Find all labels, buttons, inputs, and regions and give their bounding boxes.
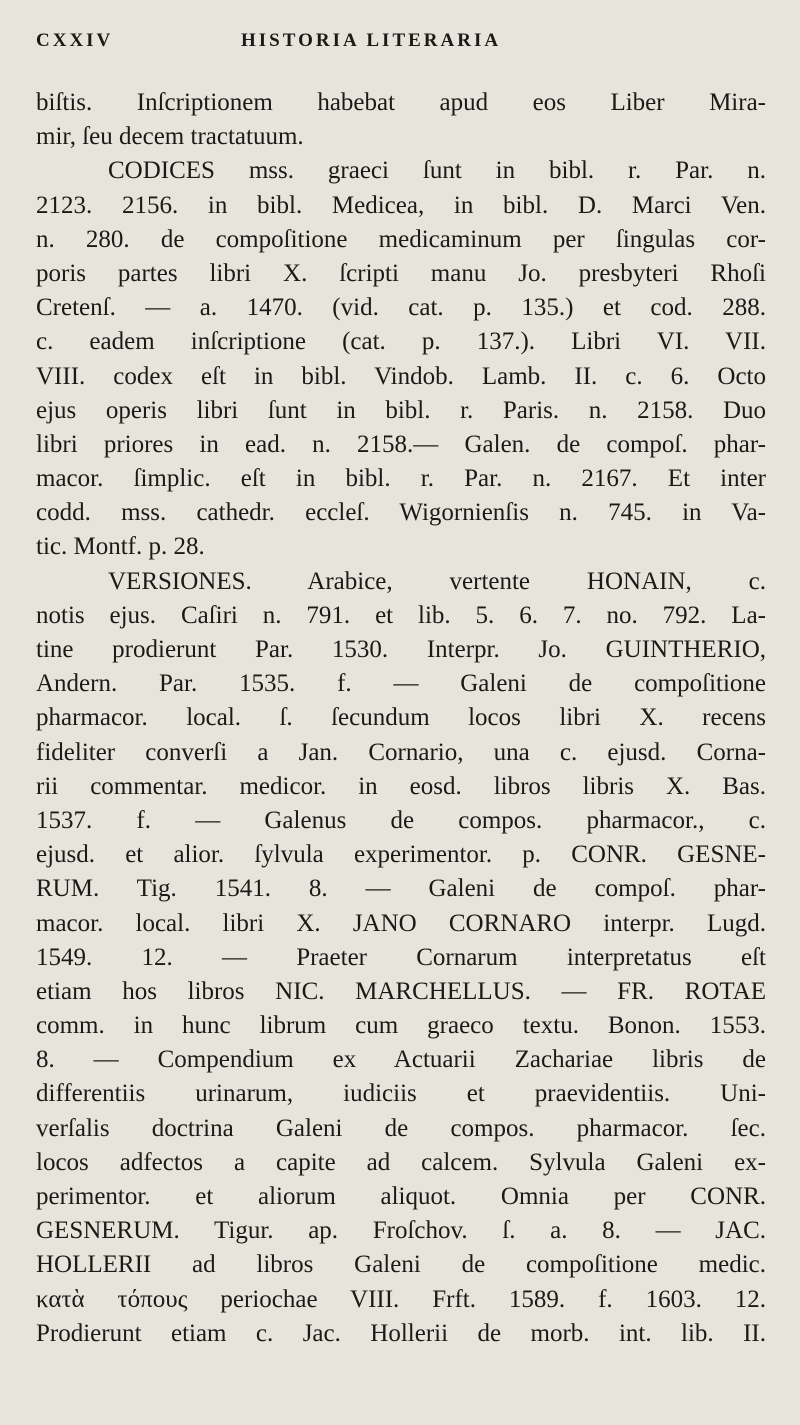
text-line: differentiis urinarum, iudiciis et praevidentiis. Uni- <box>36 1080 766 1108</box>
text-line: Andern. Par. 1535. f. — Galeni de compoſitione <box>36 670 766 698</box>
text-line: tic. Montf. p. 28. <box>36 533 205 561</box>
text-line: VERSIONES. Arabice, vertente HONAIN, c. <box>108 567 766 595</box>
text-line: RUM. Tig. 1541. 8. — Galeni de compoſ. phar- <box>36 875 766 903</box>
text-line: mir, ſeu decem tractatuum. <box>36 123 304 151</box>
running-title: HISTORIA LITERARIA <box>241 30 502 51</box>
text-line: tine prodierunt Par. 1530. Interpr. Jo. GUINTHERIO, <box>36 636 766 663</box>
text-line: κατὰ τόπους periochae VIII. Frft. 1589. f. 1603. 12. <box>36 1285 766 1313</box>
page-number: CXXIV <box>36 30 114 51</box>
text-line: comm. in hunc librum cum graeco textu. Bonon. 1553. <box>36 1012 766 1040</box>
text-line: perimentor. et aliorum aliquot. Omnia per CONR. <box>36 1183 766 1210</box>
text-line: poris partes libri X. ſcripti manu Jo. presbyteri Rhoſi <box>36 259 766 287</box>
text-line: Prodierunt etiam c. Jac. Hollerii de morb. int. lib. II. <box>36 1319 766 1347</box>
text-line: verſalis doctrina Galeni de compos. pharmacor. ſec. <box>36 1114 766 1142</box>
text-line: Cretenſ. — a. 1470. (vid. cat. p. 135.) et cod. 288. <box>36 294 766 322</box>
text-line: n. 280. de compoſitione medicaminum per ſingulas cor- <box>36 225 766 253</box>
text-line: 1537. f. — Galenus de compos. pharmacor., c. <box>36 806 766 834</box>
text-line: macor. local. libri X. JANO CORNARO interpr. Lugd. <box>36 909 766 937</box>
text-line: 1549. 12. — Praeter Cornarum interpretatus eſt <box>36 943 766 971</box>
text-line: rii commentar. medicor. in eosd. libros libris X. Bas. <box>36 772 766 800</box>
text-line: pharmacor. local. ſ. ſecundum locos libri X. recens <box>36 704 766 732</box>
text-line: 8. — Compendium ex Actuarii Zachariae libris de <box>36 1046 766 1074</box>
text-line: ejusd. et alior. ſylvula experimentor. p. CONR. GESNE- <box>36 841 766 869</box>
text-line: 2123. 2156. in bibl. Medicea, in bibl. D. Marci Ven. <box>36 191 766 219</box>
text-line: ejus operis libri ſunt in bibl. r. Paris. n. 2158. Duo <box>36 396 766 424</box>
text-line: libri priores in ead. n. 2158.— Galen. de compoſ. phar- <box>36 430 766 458</box>
text-line: etiam hos libros NIC. MARCHELLUS. — FR. ROTAE <box>36 977 766 1005</box>
text-line: HOLLERII ad libros Galeni de compoſitione medic. <box>36 1251 766 1279</box>
text-body <box>36 86 766 1351</box>
text-line: locos adfectos a capite ad calcem. Sylvula Galeni ex- <box>36 1148 766 1176</box>
text-line: macor. ſimplic. eſt in bibl. r. Par. n. 2167. Et inter <box>36 465 766 493</box>
text-line: notis ejus. Caſiri n. 791. et lib. 5. 6. 7. no. 792. La- <box>36 601 766 629</box>
text-line: biſtis. Inſcriptionem habebat apud eos Liber Mira- <box>36 89 766 116</box>
text-line: CODICES mss. graeci ſunt in bibl. r. Par. n. <box>108 157 766 185</box>
text-line: fideliter converſi a Jan. Cornario, una c. ejusd. Corna- <box>36 738 766 766</box>
text-line: c. eadem inſcriptione (cat. p. 137.). Libri VI. VII. <box>36 328 766 356</box>
text-line: VIII. codex eſt in bibl. Vindob. Lamb. II. c. 6. Octo <box>36 362 766 390</box>
text-line: GESNERUM. Tigur. ap. Froſchov. ſ. a. 8. — JAC. <box>36 1217 766 1245</box>
page-header <box>36 30 766 60</box>
text-line: codd. mss. cathedr. eccleſ. Wigornienſis n. 745. in Va- <box>36 499 766 527</box>
